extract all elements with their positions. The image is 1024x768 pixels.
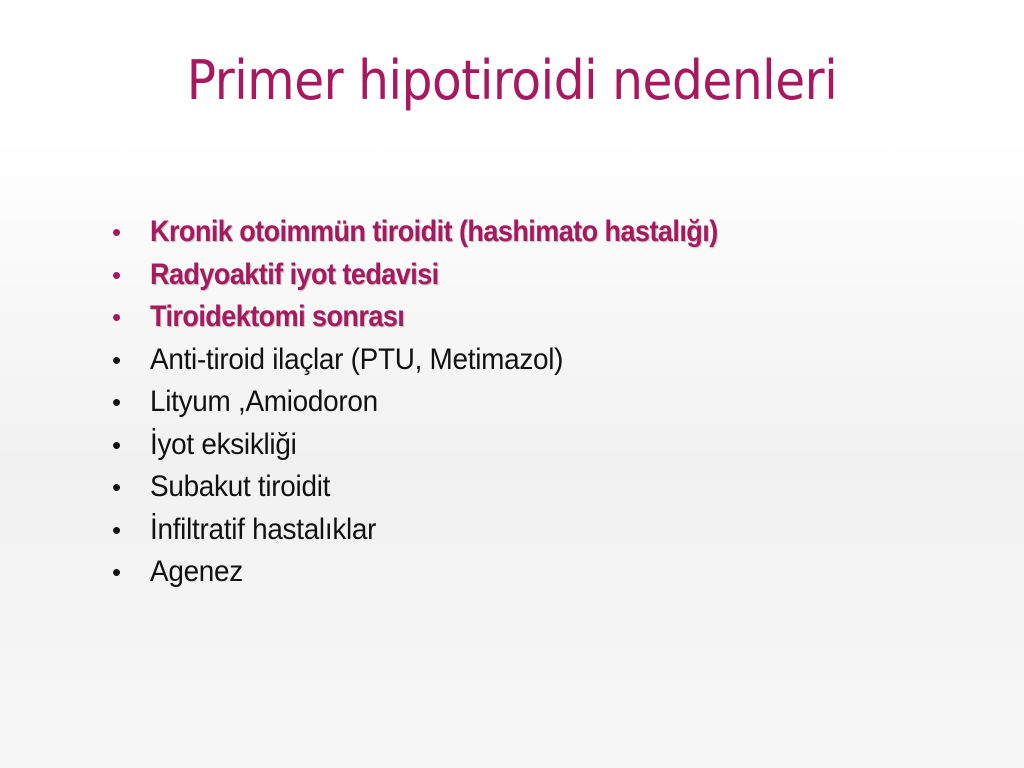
bullet-text: Anti-tiroid ilaçlar (PTU, Metimazol) bbox=[150, 342, 564, 376]
bullet-text: Kronik otoimmün tiroidit (hashimato hastalığı) bbox=[150, 215, 718, 248]
bullet-text: Agenez bbox=[150, 555, 243, 588]
bullet-item-5 bbox=[112, 381, 992, 424]
bullet-item-3 bbox=[112, 296, 992, 339]
bullet-text: Lityum ,Amiodoron bbox=[150, 385, 378, 418]
bullet-item-9 bbox=[112, 551, 992, 594]
bullet-text: İyot eksikliği bbox=[150, 427, 297, 461]
bullet-item-2 bbox=[112, 254, 992, 297]
bullet-item-6 bbox=[112, 424, 992, 467]
bullet-dot-icon: • bbox=[112, 387, 122, 417]
bullet-dot-icon: • bbox=[112, 557, 122, 587]
slide-title: Primer hipotiroidi nedenleri bbox=[186, 49, 838, 112]
bullet-text: İnfiltratif hastalıklar bbox=[150, 512, 377, 546]
bullet-text: Subakut tiroidit bbox=[150, 470, 331, 503]
bullet-list bbox=[112, 211, 992, 594]
bullet-item-4 bbox=[112, 339, 992, 382]
bullet-dot-icon: • bbox=[112, 429, 122, 460]
bullet-text: Tiroidektomi sonrası bbox=[150, 300, 405, 333]
bullet-dot-icon: • bbox=[112, 472, 122, 502]
bullet-dot-icon: • bbox=[112, 344, 122, 375]
bullet-item-1 bbox=[112, 211, 992, 254]
bullet-dot-icon: • bbox=[112, 259, 122, 290]
bullet-text: Radyoaktif iyot tedavisi bbox=[150, 257, 439, 291]
bullet-item-7 bbox=[112, 466, 992, 509]
bullet-item-8 bbox=[112, 509, 992, 552]
bullet-dot-icon: • bbox=[112, 302, 122, 332]
bullet-dot-icon: • bbox=[112, 217, 122, 247]
bullet-dot-icon: • bbox=[112, 514, 122, 545]
